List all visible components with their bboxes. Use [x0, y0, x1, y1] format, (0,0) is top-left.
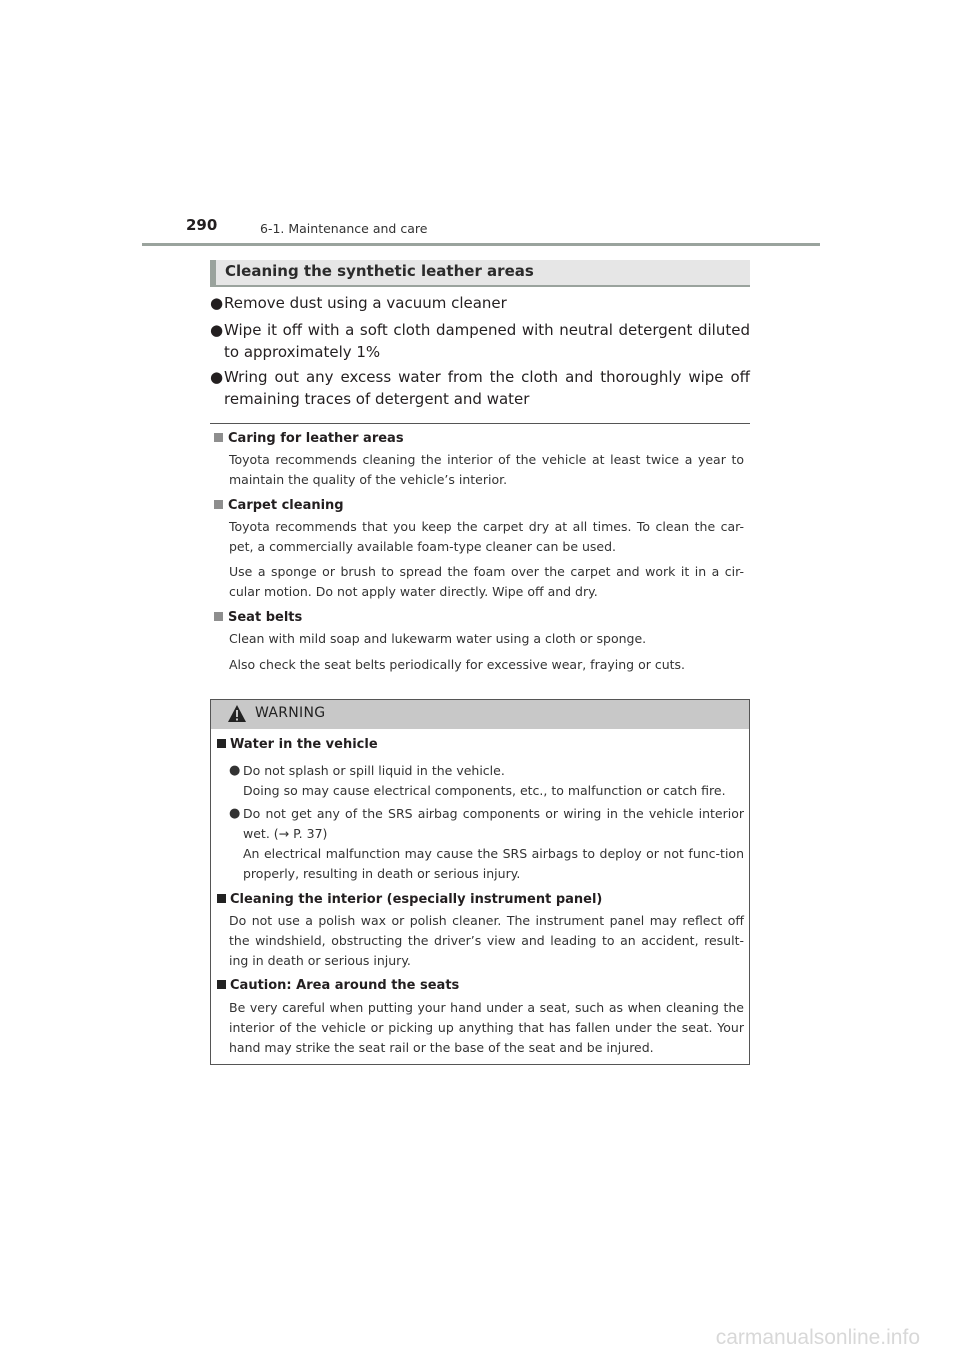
bullet-dot-icon: ●	[210, 294, 224, 312]
warning-title: WARNING	[255, 705, 326, 721]
warning-bullet-text: Do not splash or spill liquid in the vehicle.	[243, 763, 505, 778]
header-rule	[142, 243, 820, 246]
square-bullet-icon	[217, 739, 226, 748]
square-bullet-icon	[214, 612, 223, 621]
warning-heading-seats	[217, 978, 459, 993]
warning-header	[211, 700, 749, 729]
section-label: 6-1. Maintenance and care	[260, 221, 428, 236]
square-bullet-icon	[217, 980, 226, 989]
warning-box	[210, 699, 750, 1065]
info-heading-text: Caring for leather areas	[228, 431, 404, 446]
warning-bullet	[229, 761, 744, 781]
info-text: Toyota recommends cleaning the interior of the vehicle at least twice a year to maintain the quality of the vehicle’s interior.	[229, 452, 744, 487]
warning-text: An electrical malfunction may cause the SRS airbags to deploy or not func-tion properly, resulting in death or serious injury.	[243, 846, 744, 881]
info-text: Also check the seat belts periodically for excessive wear, fraying or cuts.	[229, 657, 686, 672]
info-heading-leather	[214, 431, 404, 446]
bullet-dot-icon: ●	[210, 321, 224, 339]
bullet-dot-icon: ●	[229, 763, 241, 778]
info-divider	[210, 423, 750, 424]
warning-text: Do not use a polish wax or polish cleaner. The instrument panel may reflect off the windshield, obstructing the driver’s view and leading to an accident, result-ing in death or serious injury.	[229, 913, 744, 968]
watermark: carmanualsonline.info	[715, 1326, 920, 1349]
warning-heading-text: Water in the vehicle	[230, 737, 378, 752]
info-heading-text: Carpet cleaning	[228, 498, 344, 513]
warning-bullet-text: Do not get any of the SRS airbag components or wiring in the vehicle interior wet. (→ P. 37)	[243, 806, 744, 841]
info-heading-text: Seat belts	[228, 610, 303, 625]
info-heading-carpet	[214, 498, 344, 513]
square-bullet-icon	[214, 433, 223, 442]
info-heading-seatbelts	[214, 610, 302, 625]
bullet-text: Remove dust using a vacuum cleaner	[224, 294, 507, 312]
warning-triangle-icon	[227, 704, 247, 723]
info-text: Toyota recommends that you keep the carpet dry at all times. To clean the car-pet, a commercially available foam-type cleaner can be used.	[229, 519, 744, 554]
info-text: Clean with mild soap and lukewarm water using a cloth or sponge.	[229, 631, 647, 646]
warning-heading-water	[217, 737, 378, 752]
bullet-dot-icon: ●	[210, 368, 224, 386]
bullet-item	[210, 319, 750, 363]
bullet-item	[210, 366, 750, 410]
warning-bullet	[229, 804, 744, 844]
section-heading-rule	[210, 285, 750, 287]
warning-heading-text: Cleaning the interior (especially instrument panel)	[230, 892, 603, 907]
info-text: Use a sponge or brush to spread the foam over the carpet and work it in a cir-cular motion. Do not apply water directly. Wipe off and dry.	[229, 564, 744, 599]
bullet-dot-icon: ●	[229, 806, 241, 821]
warning-heading-text: Caution: Area around the seats	[230, 978, 460, 993]
bullet-item	[210, 292, 750, 314]
section-heading	[210, 260, 750, 287]
page-number: 290	[186, 216, 218, 234]
square-bullet-icon	[214, 500, 223, 509]
section-heading-text: Cleaning the synthetic leather areas	[225, 262, 534, 280]
warning-text: Be very careful when putting your hand under a seat, such as when cleaning the interior of the vehicle or picking up anything that has fallen under the seat. Your hand may strike the seat rail or the base of the seat and be injured.	[229, 1000, 744, 1055]
warning-heading-interior	[217, 892, 602, 907]
warning-text: Doing so may cause electrical components, etc., to malfunction or catch fire.	[243, 783, 726, 798]
bullet-text: Wring out any excess water from the cloth and thoroughly wipe off remaining traces of detergent and water	[224, 368, 750, 408]
square-bullet-icon	[217, 894, 226, 903]
bullet-text: Wipe it off with a soft cloth dampened with neutral detergent diluted to approximately 1%	[224, 321, 750, 361]
